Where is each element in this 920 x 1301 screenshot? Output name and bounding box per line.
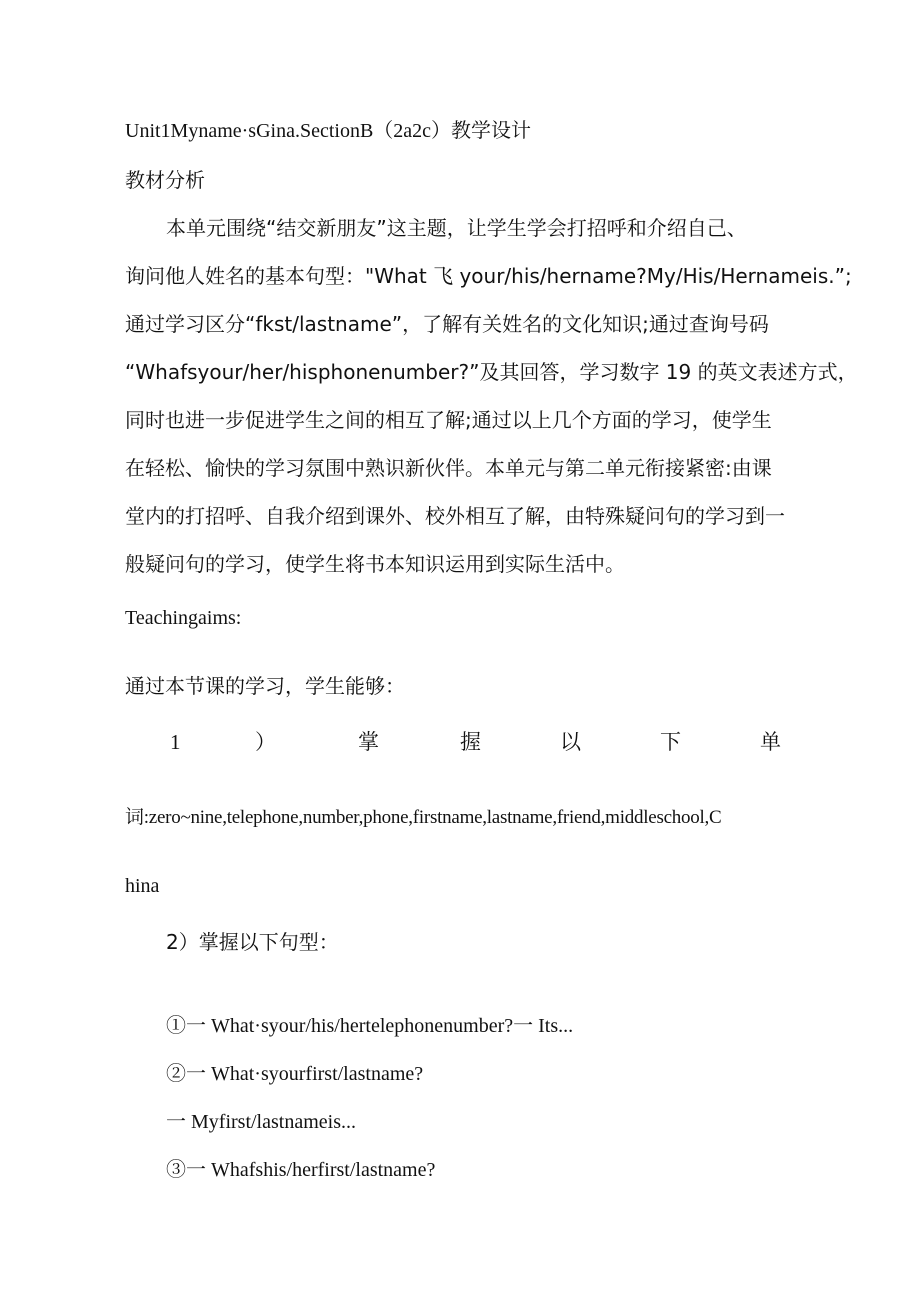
analysis-line: 般疑问句的学习，使学生将书本知识运用到实际生活中。 <box>125 552 625 576</box>
document-title: Unit1Myname·sGina.SectionB（2a2c）教学设计 <box>125 120 532 142</box>
aim-1-char: 下 <box>660 730 681 754</box>
analysis-line: “Whafsyour/her/hisphonenumber?”及其回答，学习数字 19 的英文表述方式， <box>125 360 858 384</box>
analysis-line: 堂内的打招呼、自我介绍到课外、校外相互了解，由特殊疑问句的学习到一 <box>125 504 785 528</box>
sentence-pattern: ②一 What·syourfirst/lastname? <box>166 1063 424 1085</box>
analysis-line: 同时也进一步促进学生之间的相互了解;通过以上几个方面的学习，使学生 <box>125 408 772 432</box>
aim-1-paren: ） <box>255 730 276 754</box>
analysis-line: 询问他人姓名的基本句型："What 飞 your/his/hername?My/His/Hernameis.”; <box>125 264 852 288</box>
aim-1-char: 以 <box>560 730 581 754</box>
aims-intro: 通过本节课的学习，学生能够： <box>125 674 405 698</box>
aim-1-word-list-continued: hina <box>125 875 160 897</box>
analysis-line: 通过学习区分“fkst/lastname”，了解有关姓名的文化知识;通过查询号码 <box>125 312 769 336</box>
aim-1-number: 1 <box>170 730 181 754</box>
sentence-pattern: ③一 Whafshis/herfirst/lastname? <box>166 1159 436 1181</box>
sentence-pattern: 一 Myfirst/lastnameis... <box>166 1111 356 1133</box>
sentence-pattern: ①一 What·syour/his/hertelephonenumber?一 Its... <box>166 1015 574 1037</box>
section-heading: 教材分析 <box>125 168 205 192</box>
aim-1-heading <box>0 728 920 756</box>
aims-heading: Teachingaims: <box>125 607 242 629</box>
aim-1-word-list: 词:zero~nine,telephone,number,phone,firstname,lastname,friend,middleschool,C <box>125 807 722 828</box>
aim-2-heading: 2）掌握以下句型： <box>166 930 339 954</box>
aim-1-char: 掌 <box>358 730 379 754</box>
aim-1-char: 握 <box>460 730 481 754</box>
analysis-line: 本单元围绕“结交新朋友”这主题，让学生学会打招呼和介绍自己、 <box>166 216 747 240</box>
analysis-line: 在轻松、愉快的学习氛围中熟识新伙伴。本单元与第二单元衔接紧密:由课 <box>125 456 772 480</box>
aim-1-char: 单 <box>760 730 781 754</box>
